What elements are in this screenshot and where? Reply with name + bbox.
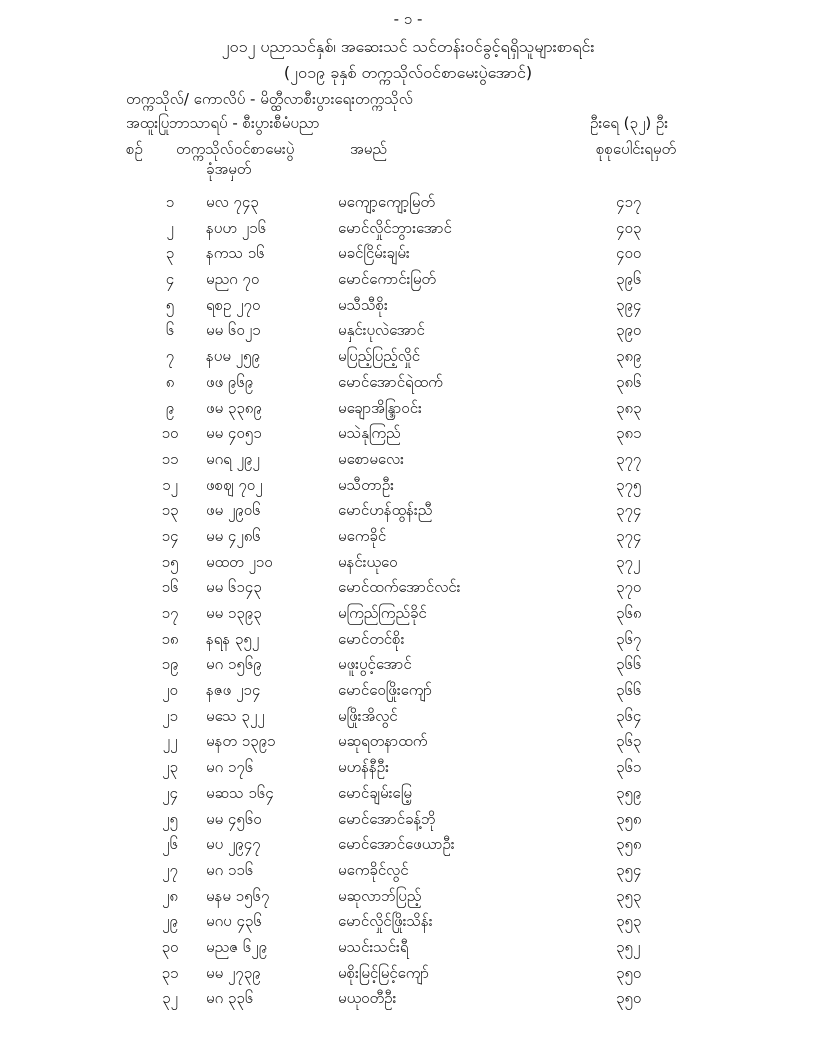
row-number: ၂၇ (162, 860, 178, 879)
header-no: စဉ် (126, 140, 143, 158)
row-number: ၂ (166, 218, 174, 237)
table-row (0, 270, 816, 296)
table-row (0, 296, 816, 322)
student-name: မဟန်နီဦး (338, 758, 389, 777)
table-row (0, 553, 816, 579)
row-number: ၁၇ (161, 604, 179, 622)
student-name: မဖူးပွင့်အောင် (338, 655, 412, 674)
student-name: မောင်ဝေဖြိုးကျော် (338, 681, 433, 700)
total-marks: ၃၈၆ (616, 372, 642, 391)
table-row (0, 450, 816, 476)
roll-number: ဖစဈ ၇၀၂ (206, 475, 263, 494)
total-marks: ၃၅၀ (616, 989, 642, 1008)
row-number: ၁၆ (161, 578, 179, 597)
row-number: ၇ (165, 347, 175, 366)
total-marks: ၃၅၃ (616, 912, 642, 931)
student-name: မဆုလာဘ်ပြည့် (338, 886, 422, 905)
roll-number: မဂရ ၂၉၂ (206, 449, 260, 468)
row-number: ၃၁ (161, 963, 179, 982)
table-row (0, 424, 816, 450)
roll-number: မသေ ၃၂၂ (206, 706, 265, 725)
total-marks: ၃၇၄ (616, 501, 642, 520)
table-row (0, 630, 816, 656)
row-number: ၂၀ (162, 681, 178, 700)
total-marks: ၃၇၀ (616, 578, 642, 597)
row-number: ၁၁ (161, 449, 179, 468)
row-number: ၈ (165, 372, 175, 391)
row-number: ၃၀ (161, 937, 179, 956)
student-name: မစောမလေး (338, 449, 404, 468)
table-row (0, 707, 816, 733)
student-name: မသီသီစိုး (338, 295, 388, 314)
student-name: မောင်တင်စိုး (338, 629, 405, 648)
total-marks: ၃၆၁ (616, 758, 642, 777)
student-name: မဖြိုးအိလွင် (338, 706, 398, 725)
student-name: မောင်လှိုင်ဖြိုးသိန်း (338, 912, 433, 931)
total-marks: ၃၅၃ (616, 886, 642, 905)
roll-number: မမ ၄၀၅၁ (206, 424, 262, 443)
table-row (0, 578, 816, 604)
total-marks: ၃၇၇ (616, 449, 642, 468)
roll-number: မဂပ ၄၃၆ (206, 912, 262, 931)
student-name: မောင်ဟန်ထွန်းညီ (338, 501, 433, 520)
row-number: ၄ (165, 270, 175, 289)
roll-number: မမ ၁၃၉၃ (206, 604, 262, 622)
total-marks: ၃၆၈ (616, 604, 642, 622)
student-name: မောင်ကောင်းမြတ် (338, 270, 437, 289)
roll-number: မနတ ၁၃၉၁ (206, 732, 276, 751)
roll-number: နရန ၃၅၂ (206, 629, 260, 648)
total-marks: ၃၉၀ (616, 321, 642, 340)
table-row (0, 784, 816, 810)
header-name: အမည် (350, 140, 387, 158)
total-marks: ၄၀၀ (616, 244, 642, 263)
roll-number: မဂ ၁၁၆ (206, 860, 254, 879)
header-roll-number-line2: ခုံအမှတ် (206, 160, 252, 178)
table-row (0, 501, 816, 527)
total-marks: ၃၈၉ (616, 347, 642, 366)
table-row (0, 835, 816, 861)
table-row (0, 399, 816, 425)
roll-number: မဂ ၃၃၆ (206, 989, 254, 1008)
total-marks: ၃၈၃ (616, 398, 642, 417)
total-marks: ၃၉၄ (616, 295, 642, 314)
student-name: မကေခိုင် (338, 526, 387, 545)
student-name: မပြည့်ပြည့်လှိုင် (338, 347, 421, 366)
total-marks: ၃၇၂ (616, 552, 641, 571)
roll-number: ဖမ ၃၃၈၉ (206, 398, 262, 417)
row-number: ၁၃ (161, 501, 179, 520)
student-name: မောင်လှိုင်ဘွားအောင် (338, 218, 452, 237)
row-number: ၂၆ (162, 835, 178, 854)
student-count: ဦးရေ (၃၂) ဦး (590, 114, 669, 132)
roll-number: မဆသ ၁၆၄ (206, 783, 274, 802)
roll-number: မမ ၂၇၃၉ (206, 963, 261, 982)
row-number: ၁၀ (161, 424, 179, 443)
student-name: မကြည်ကြည်ခိုင် (338, 604, 427, 622)
roll-number: မညဇ ၆၂၉ (206, 937, 268, 956)
student-name: မဆုရတနာထက် (338, 732, 428, 751)
total-marks: ၃၆၃ (616, 732, 642, 751)
document-title: ၂၀၁၂ ပညာသင်နှစ်၊ အဆေးသင် သင်တန်းဝင်ခွင့်ရရှိသူများစာရင်း (221, 37, 595, 56)
table-row (0, 989, 816, 1015)
table-row (0, 244, 816, 270)
student-name: မကျော့ကျော့မြတ် (338, 193, 435, 211)
student-name: မနင်းယုဝေ (338, 552, 398, 571)
row-number: ၂၈ (162, 886, 178, 905)
total-marks: ၃၉၆ (616, 270, 642, 289)
student-name: မောင်ချမ်းမြေ့ (338, 783, 412, 802)
table-row (0, 193, 816, 219)
row-number: ၂၂ (162, 732, 178, 751)
table-row (0, 732, 816, 758)
row-number: ၉ (165, 398, 175, 417)
total-marks: ၃၅၀ (616, 963, 642, 982)
header-roll-number: တက္ကသိုလ်ဝင်စာမေးပွဲ (176, 140, 295, 158)
total-marks: ၃၆၄ (616, 706, 642, 725)
row-number: ၂၃ (162, 758, 178, 777)
total-marks: ၃၅၄ (616, 860, 642, 879)
row-number: ၁၈ (161, 629, 179, 648)
student-name: မခင်ငြိမ်းချမ်း (338, 244, 410, 263)
total-marks: ၃၅၈ (616, 809, 642, 828)
table-row (0, 347, 816, 373)
total-marks: ၃၆၆ (616, 655, 642, 674)
table-row (0, 604, 816, 630)
row-number: ၁ (165, 193, 175, 211)
row-number: ၂၁ (162, 706, 178, 725)
student-name: မချောအိန္ဒြာဝင်း (338, 398, 422, 417)
total-marks: ၃၇၅ (616, 475, 642, 494)
row-number: ၂၉ (162, 912, 178, 931)
student-name: မသင်းသင်းရီ (338, 937, 409, 956)
student-name: မသဲနုကြည် (338, 424, 401, 443)
table-row (0, 655, 816, 681)
table-row (0, 938, 816, 964)
roll-number: မလ ၇၄၃ (206, 193, 259, 211)
roll-number: မထတ ၂၁၀ (206, 552, 273, 571)
roll-number: မမ ၄၂၈၆ (206, 526, 261, 545)
roll-number: မပ ၂၉၄၇ (206, 835, 261, 854)
total-marks: ၃၅၉ (616, 783, 642, 802)
student-list (0, 193, 816, 1015)
document-subtitle: (၂၀၁၉ ခုနှစ် တက္ကသိုလ်ဝင်စာမေးပွဲအောင်) (283, 63, 533, 82)
total-marks: ၃၅၂ (616, 937, 641, 956)
student-name: မကေခိုင်လွင် (338, 860, 409, 879)
table-row (0, 681, 816, 707)
row-number: ၁၂ (162, 475, 178, 494)
student-name: မောင်အောင်ဖေယာဦး (338, 835, 455, 854)
header-total-marks: စုစုပေါင်းရမှတ် (596, 140, 677, 158)
student-name: မောင်ထက်အောင်လင်း (338, 578, 461, 597)
row-number: ၂၅ (162, 809, 178, 828)
total-marks: ၃၆၇ (616, 629, 642, 648)
table-row (0, 321, 816, 347)
page-number: - ၁ - (393, 10, 423, 28)
row-number: ၁၄ (161, 526, 179, 545)
roll-number: မမ ၆၁၄၃ (206, 578, 262, 597)
row-number: ၂၄ (162, 783, 178, 802)
table-row (0, 527, 816, 553)
total-marks: ၃၆၆ (616, 681, 642, 700)
student-name: မယုဝတီဦး (338, 989, 397, 1008)
table-row (0, 912, 816, 938)
total-marks: ၃၈၁ (616, 424, 642, 443)
roll-number: မဂ ၁၇၆ (206, 758, 254, 777)
table-row (0, 219, 816, 245)
roll-number: ဖဖ ၉၆၉ (206, 372, 254, 391)
subject-line: အထူးပြုဘာသာရပ် - စီးပွားစီမံပညာ (126, 114, 320, 132)
total-marks: ၃၅၈ (616, 835, 642, 854)
student-name: မစိုးမြင့်မြင့်ကျော် (338, 963, 429, 982)
college-line: တက္ကသိုလ်/ ကောလိပ် - မိတ္ထီလာစီးပွားရေးတက္ကသိုလ် (126, 90, 413, 108)
table-row (0, 373, 816, 399)
table-row (0, 476, 816, 502)
roll-number: မနမ ၁၅၆၇ (206, 886, 270, 905)
student-name: မနှင်းပုလဲအောင် (338, 321, 425, 340)
roll-number: နပဟ ၂၁၆ (206, 218, 267, 237)
row-number: ၅ (165, 295, 175, 314)
table-row (0, 887, 816, 913)
table-row (0, 964, 816, 990)
row-number: ၃၂ (162, 989, 178, 1008)
roll-number: မမ ၆၀၂၁ (206, 321, 261, 340)
total-marks: ၃၇၄ (616, 526, 642, 545)
row-number: ၁၉ (161, 655, 179, 674)
table-row (0, 861, 816, 887)
total-marks: ၄၀၃ (616, 218, 642, 237)
total-marks: ၄၁၇ (616, 193, 642, 211)
roll-number: မဂ ၁၅၆၉ (206, 655, 262, 674)
student-name: မသီတာဦး (338, 475, 394, 494)
table-row (0, 758, 816, 784)
roll-number: နဇဖ ၂၁၄ (206, 681, 261, 700)
roll-number: ဖမ ၂၉၀၆ (206, 501, 261, 520)
roll-number: မညဂ ၇၀ (206, 270, 260, 289)
roll-number: ရစဥ ၂၇၀ (206, 295, 261, 314)
student-name: မောင်အောင်ရဲထက် (338, 372, 443, 391)
row-number: ၆ (165, 321, 175, 340)
roll-number: နပမ ၂၅၉ (206, 347, 260, 366)
table-row (0, 810, 816, 836)
row-number: ၁၅ (161, 552, 179, 571)
roll-number: မမ ၄၅၆၀ (206, 809, 262, 828)
roll-number: နကသ ၁၆ (206, 244, 265, 263)
student-name: မောင်အောင်ခန့်ဘို (338, 809, 436, 828)
row-number: ၃ (165, 244, 175, 263)
